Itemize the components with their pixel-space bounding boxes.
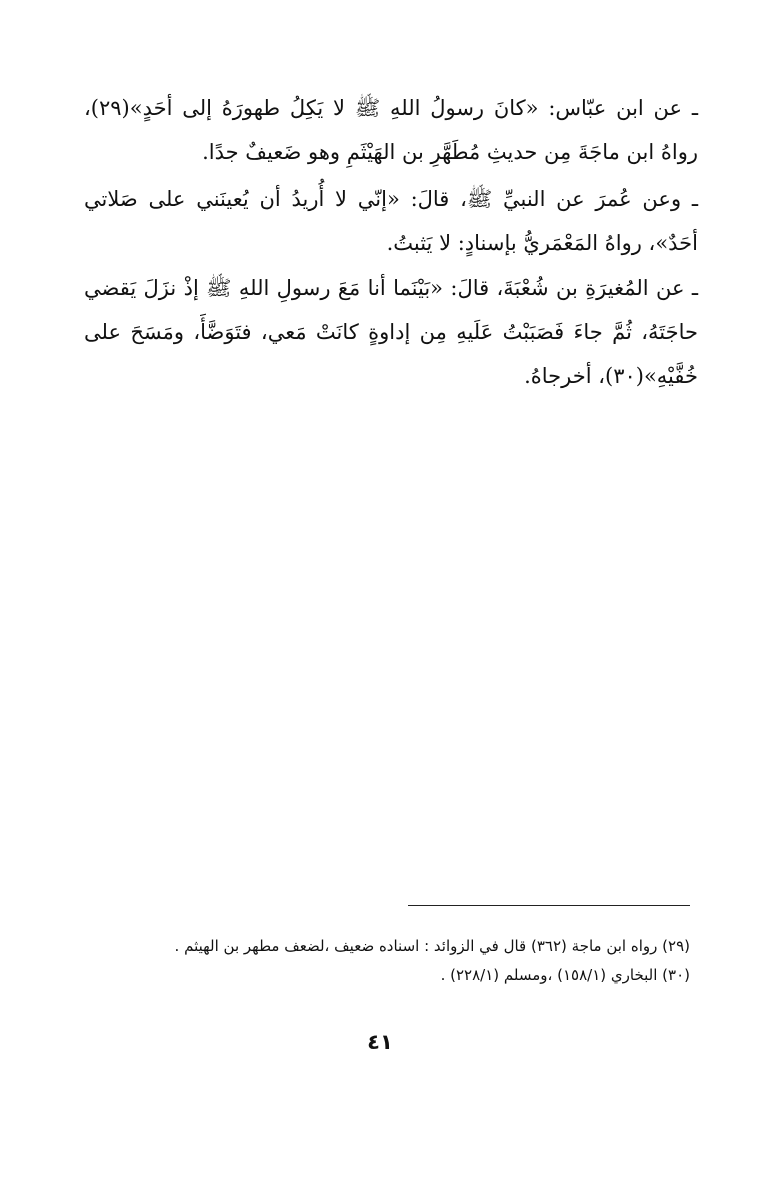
hadith-paragraph-2: ـ وعن عُمرَ عن النبيِّ ﷺ، قالَ: «إنّي لا أُريدُ أن يُعينَني على صَلاتي أحَدٌ»، رواهُ المَعْمَريُّ بإسنادٍ: لا يَثبتُ. xyxy=(84,187,698,255)
footnotes xyxy=(84,932,690,990)
footnote-30: (٣٠) البخاري (١٥٨/١) ،ومسلم (٢٢٨/١) . xyxy=(440,966,690,984)
hadith-paragraph-3: ـ عن المُغيرَةِ بن شُعْبَةَ، قالَ: «بَيْنَما أنا مَعَ رسولِ اللهِ ﷺ إذْ نزَلَ يَقضي حاجَتَهُ، ثُمَّ جاءَ فَصَبَبْتُ عَلَيهِ مِن إداوةٍ كانَتْ مَعي، فتَوَضَّأَ، ومَسَحَ على خُفَّيْهِ»(٣٠)، أخرجاهُ. xyxy=(84,276,698,388)
footnote-separator xyxy=(408,905,690,906)
footnote-29: (٢٩) رواه ابن ماجة (٣٦٢) قال في الزوائد : اسناده ضعيف ،لضعف مطهر بن الهيثم . xyxy=(174,937,690,955)
page-number: ٤١ xyxy=(367,1030,393,1054)
hadith-paragraph-1: ـ عن ابن عبّاس: «كانَ رسولُ اللهِ ﷺ لا يَكِلُ طهورَهُ إلى أحَدٍ»(٢٩)، رواهُ ابن ماجَةَ مِن حديثِ مُطَهَّرِ بن الهَيْثَمِ وهو ضَعيفٌ جدًا. xyxy=(84,96,698,164)
